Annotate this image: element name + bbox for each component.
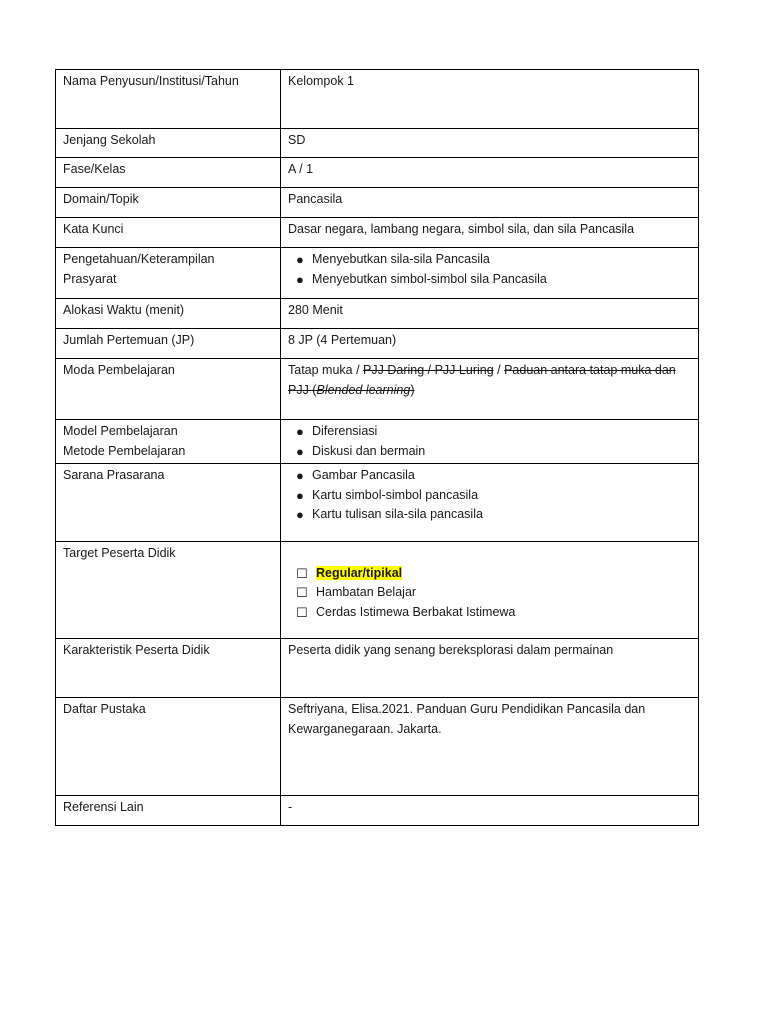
label-kunci: Kata Kunci (56, 218, 281, 248)
label-jp: Jumlah Pertemuan (JP) (56, 329, 281, 359)
list-item (296, 505, 691, 525)
target-item-1: Regular/tipikal (316, 565, 403, 580)
list-item (296, 603, 691, 623)
value-sarana (281, 464, 699, 542)
module-info-table (55, 69, 699, 826)
row-kunci (56, 218, 699, 248)
value-fase: A / 1 (281, 158, 699, 188)
checkbox-icon: ☐ (296, 585, 308, 600)
value-moda (281, 359, 699, 420)
value-jenjang: SD (281, 129, 699, 158)
moda-part-3: / (493, 363, 505, 377)
value-pustaka: Seftriyana, Elisa.2021. Panduan Guru Pendidikan Pancasila dan Kewarganegaraan. Jakarta. (281, 698, 699, 796)
row-referensi (56, 796, 699, 826)
row-jp (56, 329, 699, 359)
list-item (296, 466, 691, 486)
value-kunci: Dasar negara, lambang negara, simbol sila, dan sila Pancasila (281, 218, 699, 248)
prasyarat-item-2: Menyebutkan simbol-simbol sila Pancasila (312, 271, 547, 286)
moda-part-1: Tatap muka / (288, 363, 364, 377)
target-item-2: Hambatan Belajar (316, 585, 417, 599)
moda-part-6: ) (410, 382, 415, 397)
list-item (296, 442, 691, 462)
value-jp: 8 JP (4 Pertemuan) (281, 329, 699, 359)
list-item (296, 583, 691, 603)
label-prasyarat-line2: Prasyarat (63, 271, 117, 286)
label-referensi: Referensi Lain (56, 796, 281, 826)
value-alokasi: 280 Menit (281, 299, 699, 329)
list-item (296, 250, 691, 270)
label-model (56, 420, 281, 464)
value-model (281, 420, 699, 464)
label-target: Target Peserta Didik (56, 542, 281, 639)
label-jenjang: Jenjang Sekolah (56, 129, 281, 158)
bullet-icon: ● (296, 424, 304, 439)
bullet-icon: ● (296, 507, 304, 522)
row-prasyarat (56, 248, 699, 299)
prasyarat-item-1: Menyebutkan sila-sila Pancasila (312, 252, 490, 266)
list-item (296, 270, 691, 290)
sarana-item-1: Gambar Pancasila (312, 468, 415, 482)
row-karakteristik (56, 639, 699, 698)
label-domain: Domain/Topik (56, 188, 281, 218)
label-sarana: Sarana Prasarana (56, 464, 281, 542)
label-pustaka: Daftar Pustaka (56, 698, 281, 796)
sarana-item-2: Kartu simbol-simbol pancasila (312, 487, 479, 502)
list-item (296, 564, 691, 584)
row-sarana (56, 464, 699, 542)
label-fase: Fase/Kelas (56, 158, 281, 188)
row-model (56, 420, 699, 464)
label-model-line1: Model Pembelajaran (63, 424, 178, 438)
moda-part-5: Blended learning (316, 382, 411, 397)
label-model-line2: Metode Pembelajaran (63, 443, 186, 458)
bullet-icon: ● (296, 252, 304, 267)
label-nama: Nama Penyusun/Institusi/Tahun (56, 70, 281, 129)
row-domain (56, 188, 699, 218)
value-nama: Kelompok 1 (281, 70, 699, 129)
model-item-1: Diferensiasi (312, 424, 378, 438)
row-pustaka (56, 698, 699, 796)
value-domain: Pancasila (281, 188, 699, 218)
row-moda (56, 359, 699, 420)
value-target (281, 542, 699, 639)
row-jenjang (56, 129, 699, 158)
row-nama (56, 70, 699, 129)
target-item-3: Cerdas Istimewa Berbakat Istimewa (316, 604, 516, 619)
label-moda: Moda Pembelajaran (56, 359, 281, 420)
list-item (296, 486, 691, 506)
label-prasyarat-line1: Pengetahuan/Keterampilan (63, 252, 215, 266)
row-alokasi (56, 299, 699, 329)
value-referensi: - (281, 796, 699, 826)
checkbox-icon: ☐ (296, 604, 308, 620)
bullet-icon: ● (296, 468, 304, 483)
moda-part-4: Paduan antara tatap muka dan PJJ ( (288, 363, 676, 397)
checkbox-icon: ☐ (296, 565, 308, 581)
bullet-icon: ● (296, 443, 304, 459)
row-fase (56, 158, 699, 188)
moda-part-2: PJJ Daring / PJJ Luring (363, 363, 494, 377)
label-karakteristik: Karakteristik Peserta Didik (56, 639, 281, 698)
sarana-item-3: Kartu tulisan sila-sila pancasila (312, 507, 483, 521)
list-item (296, 422, 691, 442)
label-prasyarat (56, 248, 281, 299)
row-target (56, 542, 699, 639)
value-karakteristik: Peserta didik yang senang bereksplorasi dalam permainan (281, 639, 699, 698)
value-prasyarat (281, 248, 699, 299)
label-alokasi: Alokasi Waktu (menit) (56, 299, 281, 329)
model-item-2: Diskusi dan bermain (312, 443, 426, 458)
bullet-icon: ● (296, 487, 304, 503)
bullet-icon: ● (296, 271, 304, 287)
